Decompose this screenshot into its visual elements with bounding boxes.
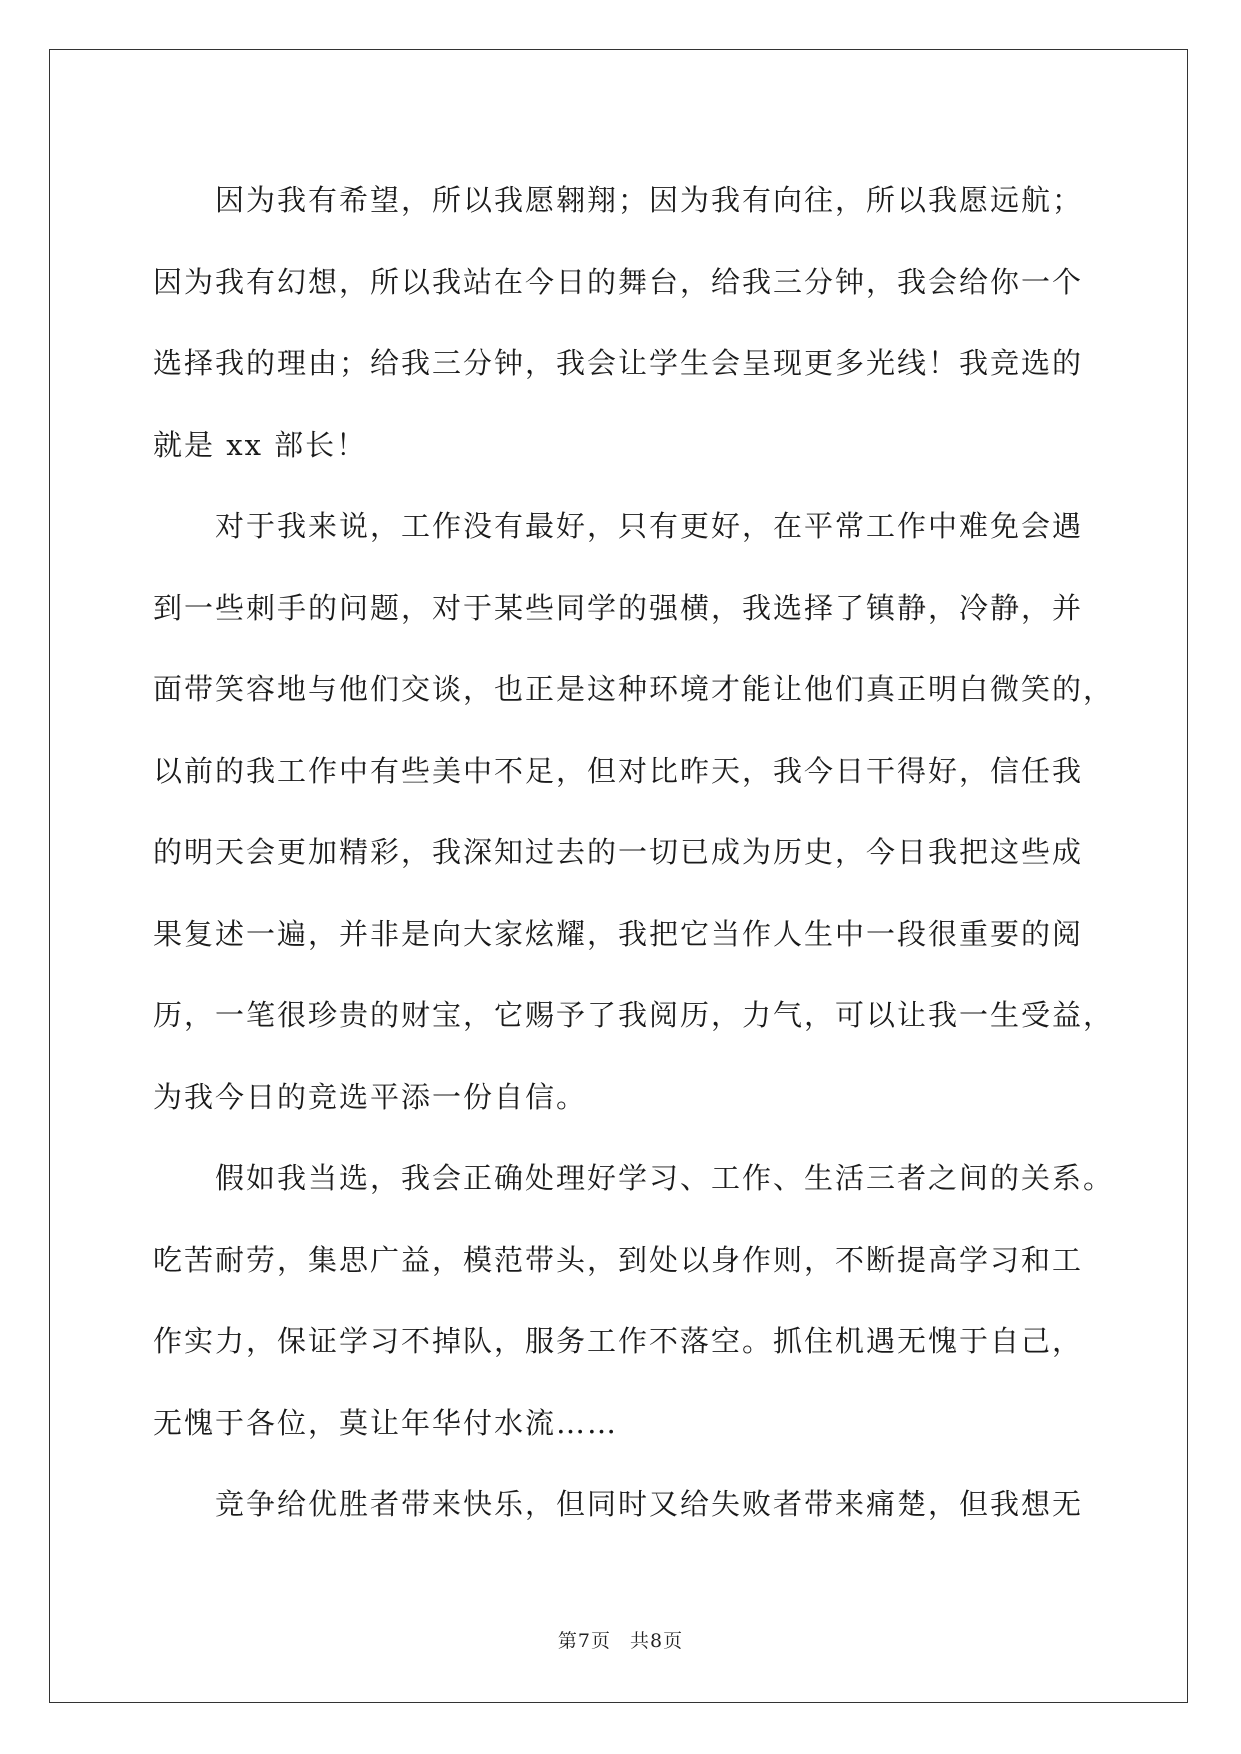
page-footer <box>0 1626 1241 1653</box>
text-line: 作实力，保证学习不掉队，服务工作不落空。抓住机遇无愧于自己， <box>153 1324 1084 1358</box>
text-line: 因为我有幻想，所以我站在今日的舞台，给我三分钟，我会给你一个 <box>153 264 1084 299</box>
paragraph-1 <box>153 160 1093 486</box>
text-line: 选择我的理由；给我三分钟，我会让学生会呈现更多光线！我竞选的 <box>153 346 1084 380</box>
text-line: 历，一笔很珍贵的财宝，它赐予了我阅历，力气，可以让我一生受益， <box>153 998 1115 1032</box>
text-line: 竞争给优胜者带来快乐，但同时又给失败者带来痛楚，但我想无 <box>215 1487 1084 1521</box>
text-line: 以前的我工作中有些美中不足，但对比昨天，我今日干得好，信任我 <box>153 753 1084 788</box>
text-line: 面带笑容地与他们交谈，也正是这种环境才能让他们真正明白微笑的， <box>153 672 1115 706</box>
text-line: 吃苦耐劳，集思广益，模范带头，到处以身作则，不断提高学习和工 <box>153 1242 1084 1277</box>
text-line: 因为我有希望，所以我愿翱翔；因为我有向往，所以我愿远航； <box>215 183 1084 217</box>
paragraph-3 <box>153 1138 1115 1464</box>
paragraph-4 <box>153 1464 1093 1546</box>
text-line: 无愧于各位，莫让年华付水流…… <box>153 1405 619 1440</box>
text-line: 对于我来说，工作没有最好，只有更好，在平常工作中难免会遇 <box>215 509 1084 543</box>
text-line: 就是 xx 部长！ <box>153 427 368 462</box>
text-line: 为我今日的竞选平添一份自信。 <box>153 1079 588 1114</box>
document-body <box>153 160 1115 1546</box>
page-total: 共8页 <box>630 1630 684 1652</box>
text-line: 到一些刺手的问题，对于某些同学的强横，我选择了镇静，冷静，并 <box>153 590 1084 625</box>
page-number: 第7页 <box>557 1630 611 1652</box>
text-line: 果复述一遍，并非是向大家炫耀，我把它当作人生中一段很重要的阅 <box>153 916 1084 951</box>
paragraph-2 <box>153 486 1115 1138</box>
text-line: 假如我当选，我会正确处理好学习、工作、生活三者之间的关系。 <box>215 1161 1115 1195</box>
text-line: 的明天会更加精彩，我深知过去的一切已成为历史，今日我把这些成 <box>153 835 1084 869</box>
